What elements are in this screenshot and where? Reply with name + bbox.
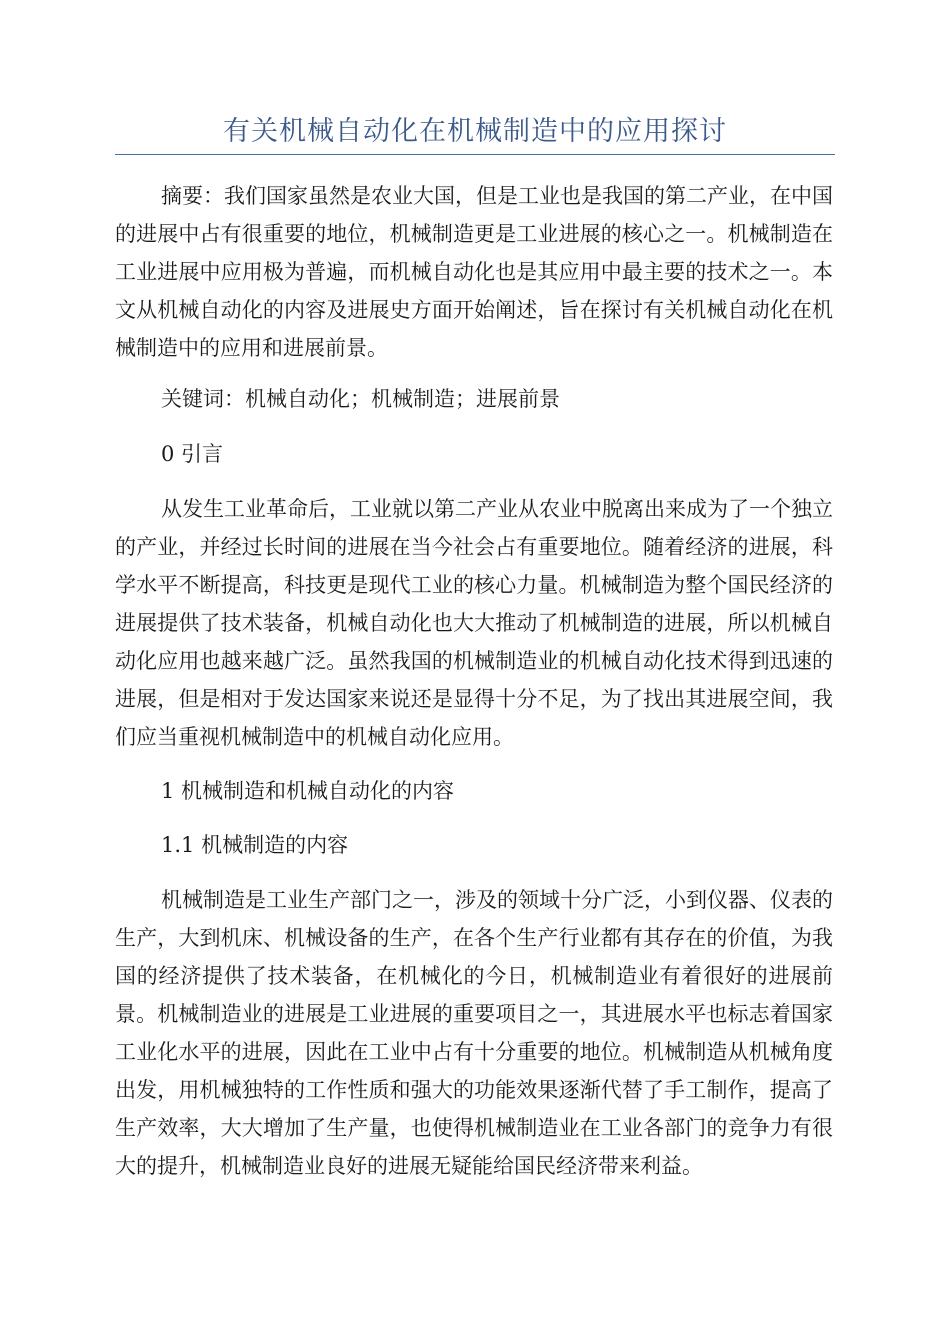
title-underline (115, 154, 835, 155)
keywords-paragraph: 关键词：机械自动化；机械制造；进展前景 (161, 387, 560, 411)
abstract-paragraph: 摘要：我们国家虽然是农业大国，但是工业也是我国的第二产业，在中国的进展中占有很重要的地位，机械制造更是工业进展的核心之一。机械制造在工业进展中应用极为普遍，而机械自动化也是其应用中最主要的技术之一。本文从机械自动化的内容及进展史方面开始阐述，旨在探讨有关机械自动化在机械制造中的应用和进展前景。 (115, 184, 833, 360)
intro-heading: 0 引言 (161, 442, 224, 466)
intro-paragraph: 从发生工业革命后，工业就以第二产业从农业中脱离出来成为了一个独立的产业，并经过长时间的进展在当今社会占有重要地位。随着经济的进展，科学水平不断提高，科技更是现代工业的核心力量。机械制造为整个国民经济的进展提供了技术装备，机械自动化也大大推动了机械制造的进展，所以机械自动化应用也越来越广泛。虽然我国的机械制造业的机械自动化技术得到迅速的进展，但是相对于发达国家来说还是显得十分不足，为了找出其进展空间，我们应当重视机械制造中的机械自动化应用。 (115, 497, 833, 749)
section-1-1-heading: 1.1 机械制造的内容 (161, 833, 349, 857)
section-1-heading: 1 机械制造和机械自动化的内容 (161, 779, 455, 803)
document-title: 有关机械自动化在机械制造中的应用探讨 (223, 116, 727, 147)
section-1-1-paragraph: 机械制造是工业生产部门之一，涉及的领域十分广泛，小到仪器、仪表的生产，大到机床、机械设备的生产，在各个生产行业都有其存在的价值，为我国的经济提供了技术装备，在机械化的今日，机械制造业有着很好的进展前景。机械制造业的进展是工业进展的重要项目之一，其进展水平也标志着国家工业化水平的进展，因此在工业中占有十分重要的地位。机械制造从机械角度出发，用机械独特的工作性质和强大的功能效果逐渐代替了手工制作，提高了生产效率，大大增加了生产量，也使得机械制造业在工业各部门的竞争力有很大的提升，机械制造业良好的进展无疑能给国民经济带来利益。 (115, 888, 833, 1178)
